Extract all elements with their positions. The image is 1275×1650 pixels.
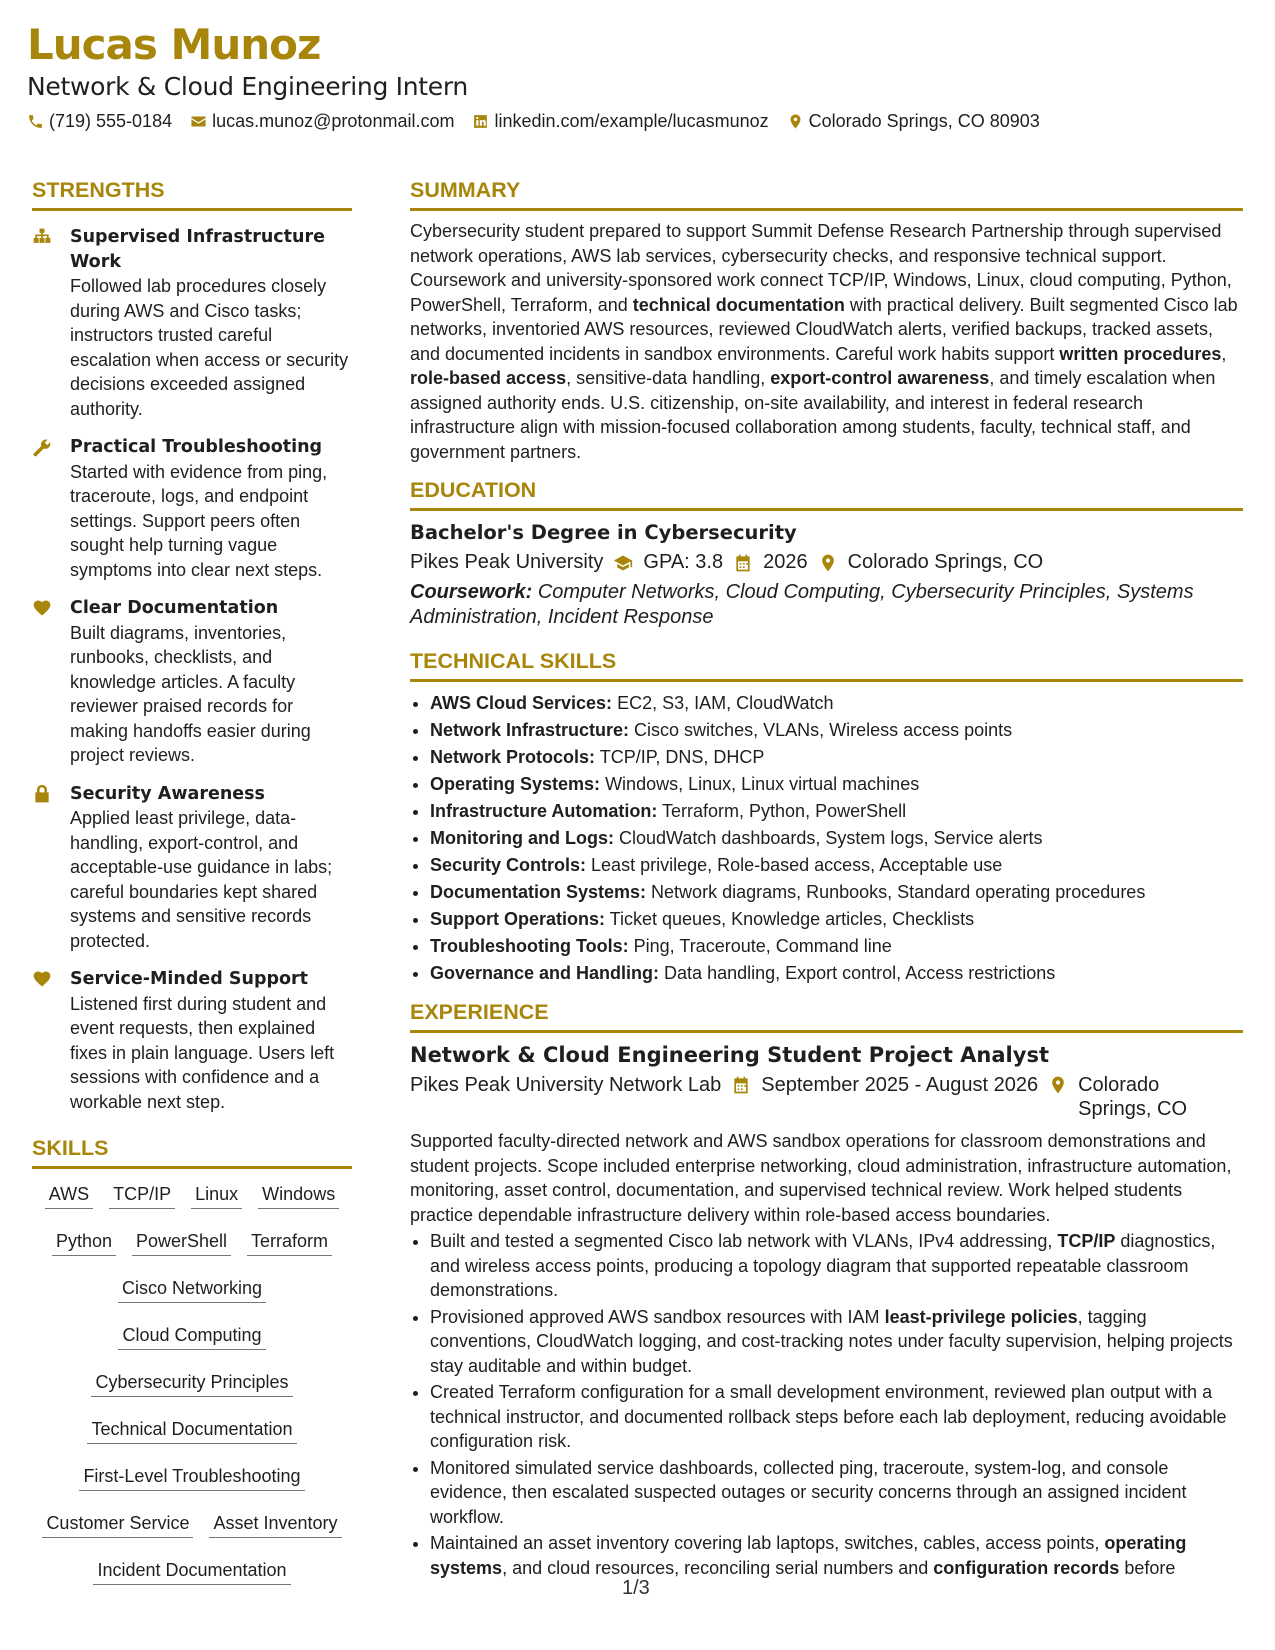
phone-text: (719) 555-0184 [49, 111, 173, 132]
strength-item [32, 435, 352, 582]
technical-skill-value: Ping, Traceroute, Command line [628, 936, 892, 956]
technical-skill-item [430, 771, 1243, 798]
bullet-fragment: Maintained an asset inventory covering lab laptops, switches, cables, access points, [430, 1533, 1105, 1553]
bullet-fragment: least-privilege policies [884, 1306, 1078, 1327]
coursework-list: Computer Networks, Cloud Computing, Cybersecurity Principles, Systems Administration, Incident Response [410, 581, 1194, 628]
technical-skill-label: Network Infrastructure: [430, 720, 630, 740]
strengths-heading: STRENGTHS [32, 178, 352, 211]
strength-title: Service-Minded Support [70, 969, 309, 989]
bullet-fragment: TCP/IP [1057, 1231, 1116, 1251]
skill-tag-row [32, 1508, 352, 1555]
experience-bullet [430, 1305, 1243, 1379]
strength-item [32, 782, 352, 954]
map-pin-icon [1048, 1075, 1068, 1095]
skill-tag-row [32, 1414, 352, 1461]
education-section [410, 478, 1243, 629]
strength-text: Followed lab procedures closely during AWS and Cisco tasks; instructors trusted careful escalation when access or security decisions exceeded assigned authority. [70, 276, 349, 419]
education-heading: EDUCATION [410, 478, 1243, 511]
strength-icon-wrap [32, 225, 70, 421]
contact-location [787, 111, 1040, 132]
skill-tag-row [32, 1273, 352, 1320]
technical-skill-item [430, 879, 1243, 906]
heart-icon [32, 969, 52, 989]
strength-icon-wrap [32, 782, 70, 954]
technical-skill-item [430, 906, 1243, 933]
technical-skill-value: Cisco switches, VLANs, Wireless access points [629, 720, 1013, 740]
org-chart-icon [32, 227, 52, 247]
skill-tag: PowerShell [132, 1226, 231, 1256]
role-location: Colorado Springs, CO [1078, 1074, 1188, 1120]
strength-body [70, 782, 352, 954]
wrench-icon [32, 437, 52, 457]
technical-skill-label: Infrastructure Automation: [430, 801, 658, 821]
strength-item [32, 967, 352, 1114]
skill-tag-row [32, 1320, 352, 1367]
phone-icon [27, 113, 44, 130]
strength-title: Practical Troubleshooting [70, 437, 323, 457]
technical-skill-value: Network diagrams, Runbooks, Standard operating procedures [646, 882, 1146, 902]
role-title: Network & Cloud Engineering Student Project Analyst [410, 1043, 1049, 1067]
bullet-fragment: Built and tested a segmented Cisco lab network with VLANs, IPv4 addressing, [430, 1231, 1058, 1251]
bullet-fragment: diagnostics, and wireless access points, producing a topology diagram that supported repeatable classroom demonstrations. [430, 1231, 1216, 1300]
gpa-text: GPA: 3.8 [643, 551, 724, 573]
candidate-title: Network & Cloud Engineering Intern [27, 72, 468, 102]
technical-skills-section [410, 649, 1243, 987]
calendar-icon [731, 1075, 751, 1095]
experience-bullet [430, 1456, 1243, 1530]
map-pin-icon [787, 113, 804, 130]
role-bullets [410, 1229, 1243, 1580]
skill-tag: Windows [258, 1179, 339, 1209]
technical-skill-value: Windows, Linux, Linux virtual machines [600, 774, 920, 794]
summary-fragment: , and timely escalation when assigned authority ends. U.S. citizenship, on-site availability, and interest in federal research infrastructure align with mission-focused collaboration among students, faculty, technical staff, and government partners. [410, 368, 1216, 462]
technical-skill-value: Terraform, Python, PowerShell [657, 801, 907, 821]
contact-linkedin[interactable] [472, 111, 768, 132]
organization-name: Pikes Peak University Network Lab [410, 1074, 722, 1096]
coursework-label: Coursework: [410, 581, 533, 603]
role-description: Supported faculty-directed network and AWS sandbox operations for classroom demonstrations and student projects. Scope included enterprise networking, cloud administration, infrastructure automation, monitoring, asset control, documentation, and supervised technical review. Work helped students practice dependable infrastructure delivery within role-based access boundaries. [410, 1131, 1232, 1225]
right-column [410, 178, 1243, 1593]
bullet-fragment: configuration records [933, 1557, 1120, 1578]
skill-tag: Cisco Networking [118, 1273, 266, 1303]
summary-fragment: , sensitive-data handling, [566, 368, 771, 388]
bullet-fragment: , and cloud resources, reconciling serial numbers and [502, 1557, 934, 1578]
strengths-list [32, 225, 352, 1114]
coursework [410, 580, 1243, 629]
skill-tag: Linux [191, 1179, 242, 1209]
strength-icon-wrap [32, 596, 70, 768]
technical-skill-item [430, 852, 1243, 879]
technical-skill-value: EC2, S3, IAM, CloudWatch [612, 693, 834, 713]
technical-skill-label: Network Protocols: [430, 747, 596, 767]
skill-tag: Cybersecurity Principles [91, 1367, 292, 1397]
summary-text [410, 219, 1243, 464]
technical-skill-item [430, 690, 1243, 717]
role-meta [410, 1073, 1243, 1121]
technical-skill-item [430, 960, 1243, 987]
skill-tag: AWS [45, 1179, 93, 1209]
skill-tag: Terraform [247, 1226, 332, 1256]
strengths-section [32, 178, 352, 1114]
skills-heading: SKILLS [32, 1136, 352, 1169]
skill-tag: Cloud Computing [118, 1320, 265, 1350]
strength-text: Applied least privilege, data-handling, export-control, and acceptable-use guidance in labs; careful boundaries kept shared systems and sensitive records protected. [70, 808, 333, 951]
graduation-cap-icon [613, 553, 633, 573]
strength-title: Clear Documentation [70, 598, 279, 618]
experience-heading: EXPERIENCE [410, 1000, 1243, 1033]
experience-section [410, 1000, 1243, 1580]
technical-skill-value: Data handling, Export control, Access restrictions [659, 963, 1056, 983]
location-text: Colorado Springs, CO 80903 [808, 111, 1040, 132]
strength-body [70, 596, 352, 768]
contact-bar [27, 111, 1235, 132]
education-meta [410, 551, 1243, 574]
linkedin-text: linkedin.com/example/lucasmunoz [494, 111, 769, 132]
bullet-fragment: Created Terraform configuration for a small development environment, reviewed plan output with a technical instructor, and documented rollback steps before each lab deployment, reducing avoidable configuration risk. [430, 1382, 1227, 1451]
technical-skill-label: Troubleshooting Tools: [430, 936, 629, 956]
degree-title: Bachelor's Degree in Cybersecurity [410, 521, 797, 544]
skill-tag: Python [52, 1226, 116, 1256]
resume-header [27, 22, 1235, 132]
strength-item [32, 596, 352, 768]
technical-skill-label: Documentation Systems: [430, 882, 647, 902]
technical-skill-item [430, 825, 1243, 852]
summary-fragment: with practical delivery. Built segmented Cisco lab networks, inventoried AWS resources, reviewed CloudWatch alerts, verified backups, tracked assets, and documented incidents in sandbox environments. Careful work habits support [410, 294, 1238, 364]
skill-tag: Incident Documentation [93, 1555, 290, 1585]
experience-bullet [430, 1380, 1243, 1454]
summary-fragment: export-control awareness [770, 368, 990, 388]
email-text: lucas.munoz@protonmail.com [212, 111, 455, 132]
bullet-fragment: Monitored simulated service dashboards, collected ping, traceroute, system-log, and console evidence, then escalated suspected outages or security concerns through an assigned incident workflow. [430, 1457, 1187, 1527]
skill-tag: Technical Documentation [87, 1414, 296, 1444]
skill-tag: First-Level Troubleshooting [79, 1461, 304, 1491]
skill-tag-row [32, 1226, 352, 1273]
technical-skill-value: Ticket queues, Knowledge articles, Checklists [605, 909, 975, 929]
strength-title: Security Awareness [70, 783, 265, 804]
strength-body [70, 967, 352, 1114]
strength-body [70, 435, 352, 582]
bullet-fragment: Provisioned approved AWS sandbox resources with IAM [430, 1306, 885, 1327]
strength-item [32, 225, 352, 421]
calendar-icon [733, 553, 753, 573]
summary-heading: SUMMARY [410, 178, 1243, 211]
strength-text: Started with evidence from ping, traceroute, logs, and endpoint settings. Support peers often sought help turning vague symptoms into clear next steps. [70, 461, 328, 580]
experience-bullet [430, 1229, 1243, 1303]
summary-fragment: technical documentation [632, 294, 845, 315]
technical-skill-item [430, 798, 1243, 825]
summary-fragment: , [1221, 343, 1227, 364]
strength-body [70, 225, 352, 421]
school-location: Colorado Springs, CO [847, 551, 1044, 573]
skills-section [32, 1136, 352, 1602]
contact-email[interactable] [190, 111, 454, 132]
skill-tag-row [32, 1367, 352, 1414]
bullet-fragment: before [1119, 1557, 1176, 1578]
summary-fragment: role-based access [410, 368, 567, 388]
strength-title: Supervised Infrastructure Work [70, 227, 325, 272]
technical-skill-label: Governance and Handling: [430, 963, 660, 983]
technical-skill-item [430, 933, 1243, 960]
technical-skill-item [430, 744, 1243, 771]
skill-tag: TCP/IP [109, 1179, 175, 1209]
heart-icon [32, 598, 52, 618]
left-column [32, 178, 352, 1615]
technical-skill-label: AWS Cloud Services: [430, 693, 613, 713]
page-number: 1/3 [622, 1577, 650, 1599]
school-name: Pikes Peak University [410, 551, 604, 573]
skill-tag-row [32, 1179, 352, 1226]
technical-skill-label: Operating Systems: [430, 774, 601, 794]
skill-tags [32, 1169, 352, 1602]
bullet-fragment: , tagging conventions, CloudWatch logging, and cost-tracking notes under faculty supervision, helping projects stay auditable and within budget. [430, 1306, 1233, 1376]
map-pin-icon [818, 553, 838, 573]
technical-skill-value: CloudWatch dashboards, System logs, Service alerts [613, 828, 1043, 848]
skill-tag: Asset Inventory [209, 1508, 341, 1538]
strength-text: Listened first during student and event requests, then explained fixes in plain language. Users left sessions with confidence and a workable next step. [70, 993, 335, 1112]
technical-skill-label: Support Operations: [430, 909, 605, 929]
skill-tag: Customer Service [42, 1508, 193, 1538]
summary-section [410, 178, 1243, 464]
role-dates: September 2025 - August 2026 [761, 1074, 1039, 1096]
envelope-icon [190, 113, 207, 130]
strength-icon-wrap [32, 435, 70, 582]
technical-skill-value: Least privilege, Role-based access, Acceptable use [586, 855, 1003, 875]
bullet-fragment: operating systems [430, 1533, 1187, 1578]
skill-tag-row [32, 1461, 352, 1508]
technical-skill-value: TCP/IP, DNS, DHCP [595, 747, 765, 767]
strength-text: Built diagrams, inventories, runbooks, checklists, and knowledge articles. A faculty reviewer praised records for making handoffs easier during project reviews. [70, 622, 311, 765]
summary-fragment: written procedures [1059, 343, 1222, 364]
experience-bullet [430, 1531, 1243, 1580]
technical-skill-item [430, 717, 1243, 744]
candidate-name: Lucas Munoz [27, 20, 321, 69]
strength-icon-wrap [32, 967, 70, 1114]
technical-skills-list [410, 690, 1243, 987]
linkedin-icon [472, 113, 489, 130]
skill-tag-row [32, 1555, 352, 1602]
technical-skill-label: Security Controls: [430, 855, 587, 875]
graduation-year: 2026 [763, 551, 808, 573]
technical-skill-label: Monitoring and Logs: [430, 828, 614, 848]
contact-phone[interactable] [27, 111, 172, 132]
technical-skills-heading: TECHNICAL SKILLS [410, 649, 1243, 682]
lock-icon [32, 784, 52, 804]
summary-fragment: Cybersecurity student prepared to support Summit Defense Research Partnership through supervised network operations, AWS lab services, cybersecurity checks, and responsive technical support. Coursework and university-sponsored work connect TCP/IP, Windows, Linux, cloud computing, Python, PowerShell, Terraform, and [410, 221, 1232, 315]
